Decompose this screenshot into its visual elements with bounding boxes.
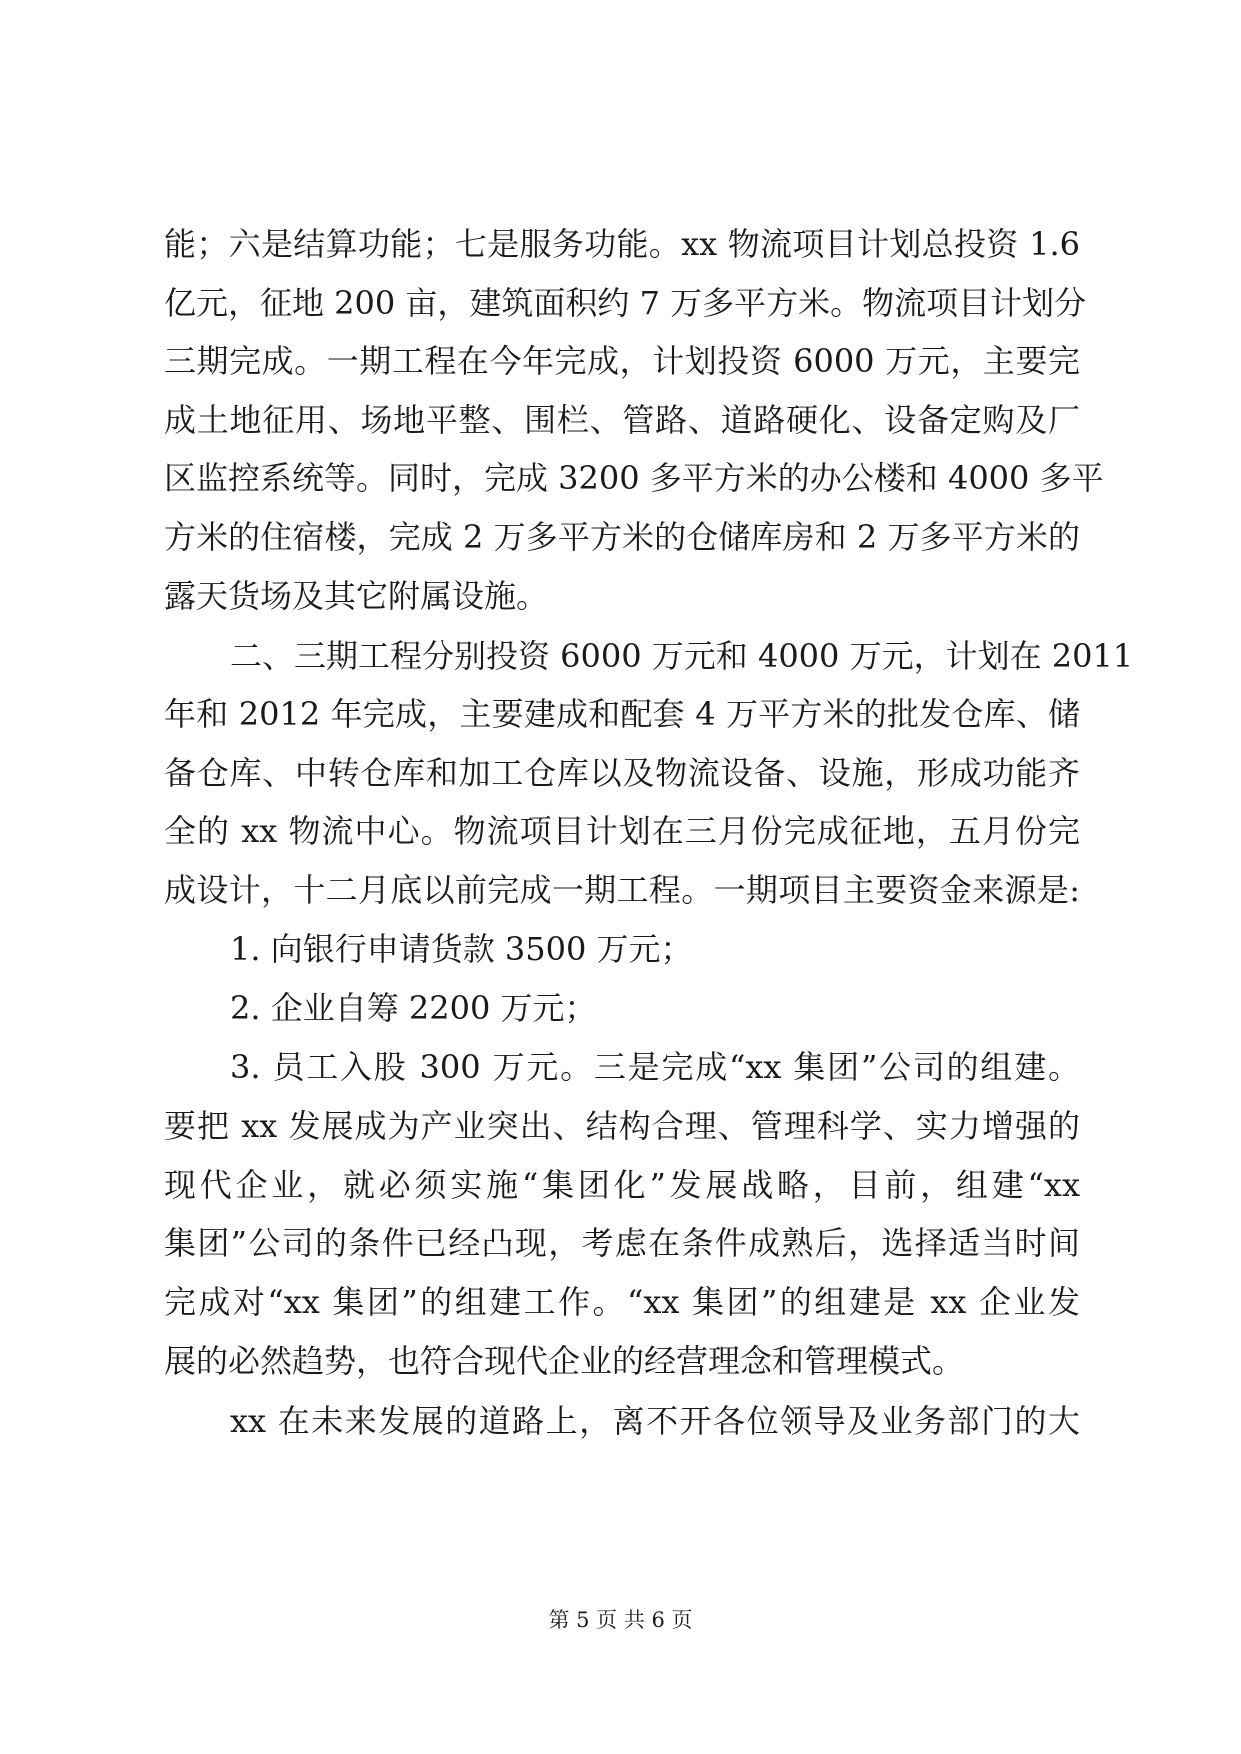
body-text-line: xx 在未来发展的道路上，离不开各位领导及业务部门的大 — [230, 1402, 1080, 1440]
body-text-line: 现代企业，就必须实施“集团化”发展战略，目前，组建“xx — [164, 1166, 1080, 1204]
body-text-line: 成土地征用、场地平整、围栏、管路、道路硬化、设备定购及厂 — [164, 401, 1080, 439]
list-item: 2. 企业自筹 2200 万元； — [230, 989, 597, 1027]
body-text-line: 备仓库、中转仓库和加工仓库以及物流设备、设施，形成功能齐 — [164, 754, 1080, 792]
body-text-line: 集团”公司的条件已经凸现，考虑在条件成熟后，选择适当时间 — [164, 1224, 1080, 1262]
body-text-line: 区监控系统等。同时，完成 3200 多平方米的办公楼和 4000 多平 — [164, 459, 1104, 497]
body-text-line: 方米的住宿楼，完成 2 万多平方米的仓储库房和 2 万多平方米的 — [164, 518, 1080, 556]
body-text-line: 年和 2012 年完成，主要建成和配套 4 万平方米的批发仓库、储 — [164, 695, 1080, 733]
body-text-line: 二、三期工程分别投资 6000 万元和 4000 万元，计划在 2011 — [230, 637, 1134, 675]
list-item: 1. 向银行申请货款 3500 万元； — [230, 930, 693, 968]
body-text-line: 亿元，征地 200 亩，建筑面积约 7 万多平方米。物流项目计划分 — [164, 284, 1087, 322]
body-text-line: 露天货场及其它附属设施。 — [164, 577, 549, 615]
body-text-line: 要把 xx 发展成为产业突出、结构合理、管理科学、实力增强的 — [164, 1107, 1080, 1145]
body-text-line: 完成对“xx 集团”的组建工作。“xx 集团”的组建是 xx 企业发 — [164, 1283, 1080, 1321]
body-text-line: 三期完成。一期工程在今年完成，计划投资 6000 万元，主要完 — [164, 342, 1080, 380]
body-text-line: 能；六是结算功能；七是服务功能。xx 物流项目计划总投资 1.6 — [164, 225, 1080, 263]
body-text-line: 成设计，十二月底以前完成一期工程。一期项目主要资金来源是: — [164, 871, 1080, 909]
list-item: 3. 员工入股 300 万元。三是完成“xx 集团”公司的组建。 — [230, 1048, 1080, 1086]
body-text-line: 全的 xx 物流中心。物流项目计划在三月份完成征地，五月份完 — [164, 812, 1080, 850]
body-text-line: 展的必然趋势，也符合现代企业的经营理念和管理模式。 — [164, 1342, 965, 1380]
page-number-footer: 第 5 页 共 6 页 — [548, 1608, 693, 1632]
